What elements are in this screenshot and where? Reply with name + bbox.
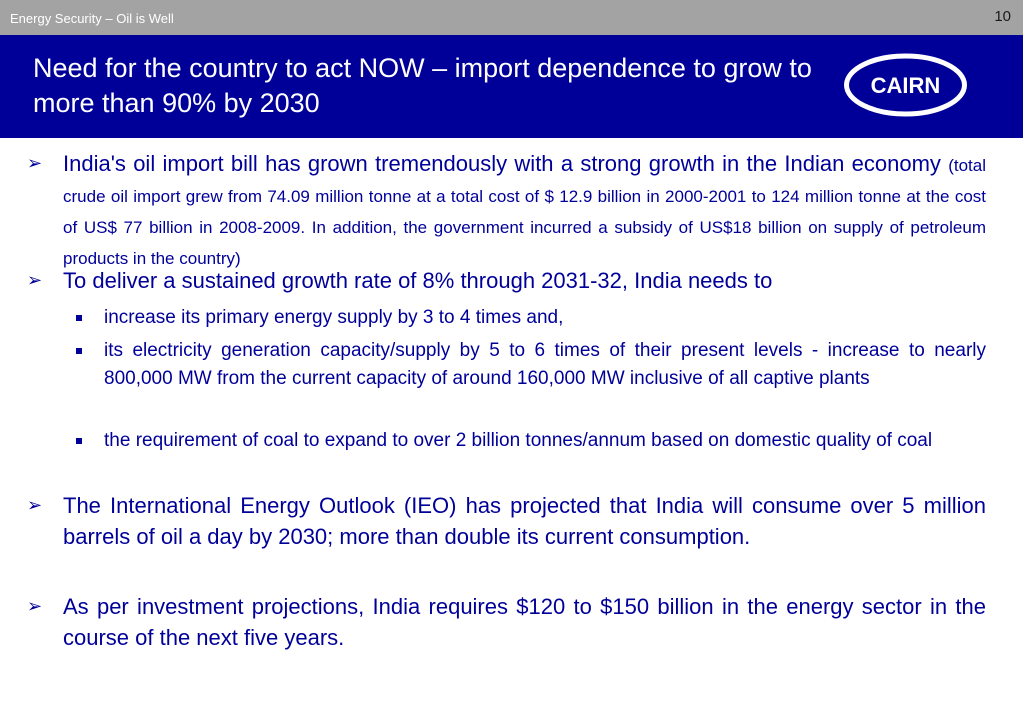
section-title: Energy Security – Oil is Well — [10, 11, 174, 26]
bullet-1 — [27, 148, 986, 272]
sub-item-3 — [104, 427, 986, 455]
square-bullet-icon — [76, 438, 82, 444]
bullet-1-text: India's oil import bill has grown tremendously with a strong growth in the Indian economy — [63, 151, 941, 176]
slide-header — [0, 35, 1023, 138]
square-bullet-icon — [76, 315, 82, 321]
bullet-4 — [27, 591, 986, 653]
bullet-3 — [27, 490, 986, 552]
bullet-2 — [27, 265, 986, 296]
square-bullet-icon — [76, 348, 82, 354]
arrow-bullet-icon: ➢ — [27, 495, 43, 515]
sub-item-2-text: its electricity generation capacity/supply by 5 to 6 times of their present levels - increase to nearly 800,000 MW from the current capacity of around 160,000 MW inclusive of all captive plants — [104, 340, 986, 389]
svg-text:CAIRN: CAIRN — [870, 73, 941, 98]
arrow-bullet-icon: ➢ — [27, 270, 43, 290]
page-number: 10 — [994, 8, 1011, 25]
sub-item-1-text: increase its primary energy supply by 3 to 4 times and, — [104, 307, 564, 328]
sub-item-2 — [104, 337, 986, 393]
bullet-4-text: As per investment projections, India requires $120 to $150 billion in the energy sector in the course of the next five years. — [63, 594, 986, 650]
bullet-2-text: To deliver a sustained growth rate of 8% through 2031-32, India needs to — [63, 268, 773, 293]
arrow-bullet-icon: ➢ — [27, 596, 43, 616]
slide-content — [0, 140, 1023, 708]
bullet-3-text: The International Energy Outlook (IEO) has projected that India will consume over 5 million barrels of oil a day by 2030; more than double its current consumption. — [63, 493, 986, 549]
sub-item-3-text: the requirement of coal to expand to over 2 billion tonnes/annum based on domestic quality of coal — [104, 430, 933, 451]
bullet-1-note: (total crude oil import grew from 74.09 million tonne at a total cost of $ 12.9 billion in 2000-2001 to 124 million tonne at the cost of US$ 77 billion in 2008-2009. In addition, the government incurred a subsidy of US$18 billion on supply of petroleum products in the country) — [63, 156, 986, 268]
cairn-logo — [843, 52, 968, 118]
slide-title: Need for the country to act NOW – import dependence to grow to more than 90% by 2030 — [33, 53, 812, 118]
sub-item-1 — [104, 304, 986, 332]
arrow-bullet-icon: ➢ — [27, 153, 43, 173]
top-bar — [0, 0, 1023, 35]
